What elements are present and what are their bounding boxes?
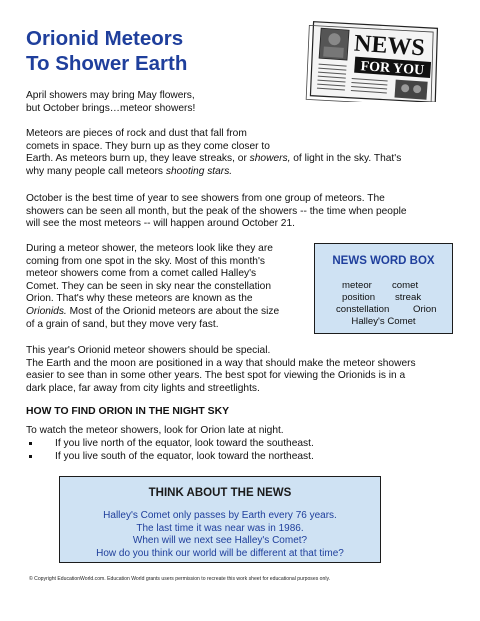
copyright-footer: © Copyright EducationWorld.com. Education World grants users permission to recreate this work sheet for educational purposes only. — [29, 576, 331, 582]
title-line-2: To Shower Earth — [26, 52, 188, 75]
paragraph-line: of a grain of sand, but they move very fast. — [26, 318, 219, 330]
emphasis-showers: showers, — [249, 153, 291, 165]
list-item-text: If you live south of the equator, look toward the northeast. — [55, 451, 314, 462]
emphasis-orionids: Orionids. — [26, 305, 67, 317]
think-box-questions — [60, 510, 380, 560]
paragraph-line: meteor showers come from a comet called Halley's — [26, 268, 257, 280]
during-shower-paragraph — [26, 243, 316, 331]
list-item-text: If you live north of the equator, look toward the southeast. — [55, 438, 314, 449]
text-run: Most of the Orionid meteors are about the size — [66, 305, 280, 317]
intro-line: April showers may bring May flowers, — [26, 90, 195, 101]
word-orion: Orion — [413, 304, 437, 315]
list-item — [26, 450, 314, 463]
paragraph-line: This year's Orionid meteor showers should be special. — [26, 345, 271, 356]
question-line: The last time it was near was in 1986. — [136, 522, 304, 534]
paragraph-line: Comet. They can be seen in sky near the constellation — [26, 280, 272, 292]
newspaper-icon — [305, 20, 443, 102]
intro-line: but October brings…meteor showers! — [26, 102, 196, 114]
paragraph-line: will see the most meteors -- will happen around October 21. — [26, 218, 295, 230]
word-box-title: NEWS WORD BOX — [332, 255, 435, 267]
emphasis-shooting-stars: shooting stars. — [165, 165, 233, 177]
page-title — [26, 26, 296, 76]
paragraph-line: During a meteor shower, the meteors look like they are — [26, 243, 273, 254]
paragraph-line — [26, 153, 466, 166]
paragraph-line: showers can be seen all month, but the peak of the showers -- the time when people — [26, 205, 407, 217]
word-halleys-comet: Halley's Comet — [351, 316, 416, 327]
paragraph-line: Meteors are pieces of rock and dust that fall from — [26, 128, 247, 139]
question-line: Halley's Comet only passes by Earth every 76 years. — [103, 510, 337, 521]
paragraph-line: easier to see than in some other years. The best spot for viewing the Orionids is in a — [26, 370, 406, 382]
meteor-definition-paragraph — [26, 128, 466, 178]
title-line-1: Orionid Meteors — [26, 27, 184, 50]
think-box-title: THINK ABOUT THE NEWS — [148, 487, 292, 499]
list-item — [26, 437, 314, 450]
paragraph-line — [26, 166, 466, 179]
text-run: of light in the sky. That's — [290, 153, 402, 165]
question-line: When will we next see Halley's Comet? — [132, 535, 308, 547]
word-meteor: meteor — [342, 280, 372, 291]
text-run: Earth. As meteors burn up, they leave streaks, or — [26, 153, 250, 165]
news-graphic-line-1: NEWS — [353, 30, 426, 62]
paragraph-line — [26, 306, 316, 319]
october-paragraph — [26, 193, 466, 231]
paragraph-line: dark place, far away from city lights and streetlights. — [26, 382, 260, 394]
intro-paragraph — [26, 90, 316, 115]
paragraph-line: October is the best time of year to see showers from one group of meteors. The — [26, 193, 385, 204]
word-position: position — [342, 292, 376, 303]
paragraph-line: Orion. That's why these meteors are known as the — [26, 293, 253, 305]
text-run: why many people call meteors — [26, 165, 166, 177]
watch-paragraph — [26, 425, 466, 438]
this-year-paragraph — [26, 345, 466, 395]
direction-list — [26, 437, 314, 463]
question-line: How do you think our world will be different at that time? — [96, 547, 344, 559]
word-streak: streak — [395, 292, 422, 303]
word-comet: comet — [392, 280, 419, 291]
paragraph-line: comets in space. They burn up as they come closer to — [26, 140, 270, 152]
section-heading: HOW TO FIND ORION IN THE NIGHT SKY — [26, 406, 230, 417]
square-bullet-icon — [29, 442, 32, 445]
paragraph-line: coming from one spot in the sky. Most of this month's — [26, 255, 265, 267]
word-constellation: constellation — [336, 304, 390, 315]
news-word-box — [314, 243, 453, 334]
news-graphic-line-2: FOR YOU — [360, 59, 425, 79]
paragraph-line: To watch the meteor showers, look for Orion late at night. — [26, 425, 284, 436]
think-about-the-news-box — [59, 476, 381, 563]
square-bullet-icon — [29, 455, 32, 458]
paragraph-line: The Earth and the moon are positioned in a way that should make the meteor showers — [26, 357, 416, 369]
